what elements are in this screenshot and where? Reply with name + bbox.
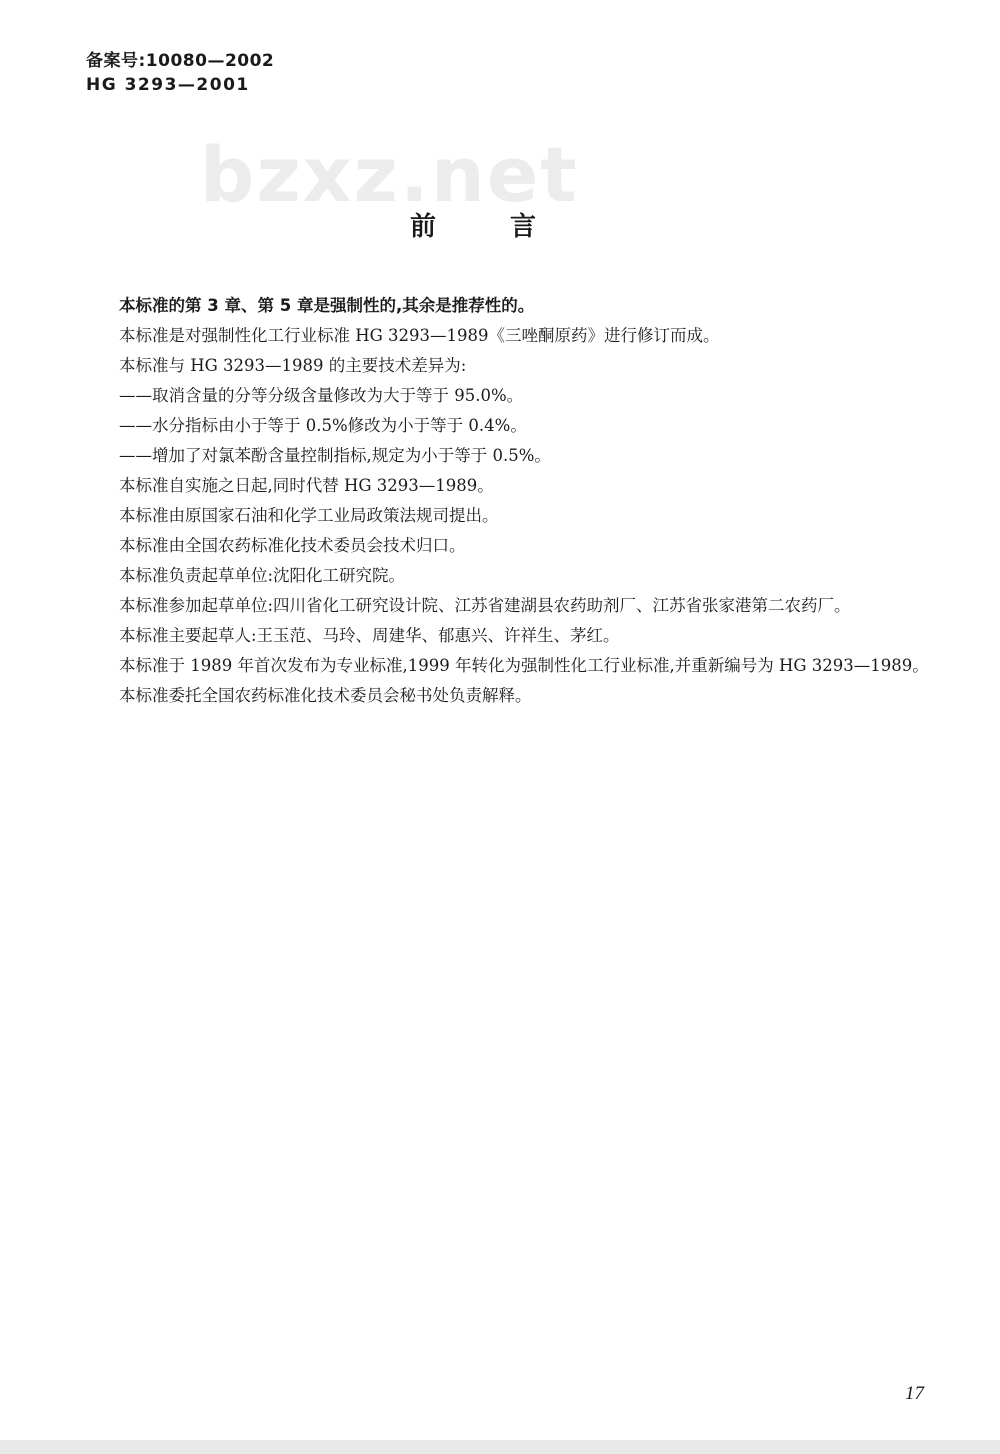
watermark: bzxz.net [200,130,579,219]
paragraph-proposer: 本标准由原国家石油和化学工业局政策法规司提出。 [119,506,499,525]
paragraph-interpretation: 本标准委托全国农药标准化技术委员会秘书处负责解释。 [119,686,532,705]
list-item-moisture-change: ——水分指标由小于等于 0.5%修改为小于等于 0.4%。 [119,416,527,435]
paragraph-technical-committee: 本标准由全国农药标准化技术委员会技术归口。 [119,536,466,555]
paragraph-revision-basis: 本标准是对强制性化工行业标准 HG 3293—1989《三唑酮原药》进行修订而成。 [119,326,720,345]
record-number: 备案号:10080—2002 [86,51,275,71]
list-item-content-change: ——取消含量的分等分级含量修改为大于等于 95.0%。 [119,386,524,405]
page-title: 前言 [409,212,610,242]
standard-number: HG 3293—2001 [86,75,250,95]
foreword-body [86,291,944,711]
paragraph-drafting-unit: 本标准负责起草单位:沈阳化工研究院。 [119,566,406,585]
paragraph-technical-differences: 本标准与 HG 3293—1989 的主要技术差异为: [119,356,467,375]
list-item-chlorophenol-limit: ——增加了对氯苯酚含量控制指标,规定为小于等于 0.5%。 [119,446,551,465]
page-bottom-edge [0,1440,1000,1454]
paragraph-participating-units: 本标准参加起草单位:四川省化工研究设计院、江苏省建湖县农药助剂厂、江苏省张家港第二农药厂。 [119,596,851,615]
paragraph-replacement: 本标准自实施之日起,同时代替 HG 3293—1989。 [119,476,494,495]
page-number: 17 [905,1383,924,1404]
paragraph-history: 本标准于 1989 年首次发布为专业标准,1999 年转化为强制性化工行业标准,并重新编号为 HG 3293—1989。 [119,656,929,675]
paragraph-main-drafters: 本标准主要起草人:王玉范、马玲、周建华、郁惠兴、许祥生、茅红。 [119,626,620,645]
paragraph-mandatory-chapters: 本标准的第 3 章、第 5 章是强制性的,其余是推荐性的。 [119,296,535,315]
